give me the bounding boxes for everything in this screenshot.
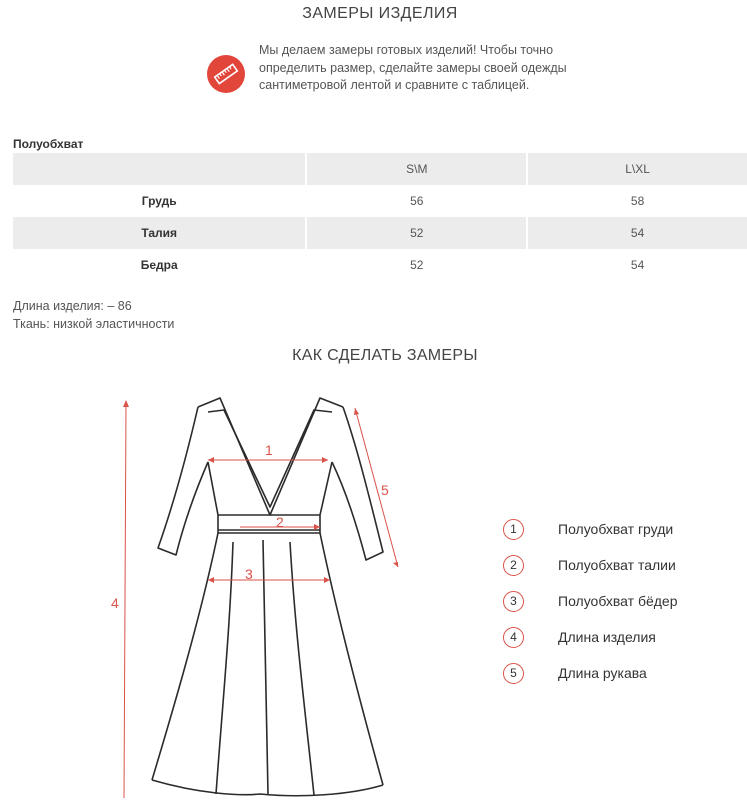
- how-to-title: КАК СДЕЛАТЬ ЗАМЕРЫ: [292, 347, 478, 364]
- legend-label: Полуобхват бёдер: [558, 593, 678, 609]
- legend-number: 4: [503, 627, 524, 648]
- table-cell: 52: [306, 249, 527, 281]
- size-table: [13, 153, 747, 281]
- legend-label: Полуобхват талии: [558, 557, 676, 573]
- intro-text: Мы делаем замеры готовых изделий! Чтобы точно определить размер, сделайте замеры своей одежды сантиметровой лентой и сравните с таблицей.: [259, 43, 567, 92]
- legend-number: 3: [503, 591, 524, 612]
- product-notes: [13, 297, 174, 333]
- table-cell: 58: [630, 194, 645, 208]
- legend-number: 5: [503, 663, 524, 684]
- table-row: [13, 249, 747, 281]
- table-header-cell: [13, 153, 306, 185]
- row-label: Бедра: [13, 249, 306, 281]
- table-row: [13, 217, 747, 249]
- dress-diagram: [100, 390, 400, 800]
- diagram-label-4: 4: [111, 595, 119, 611]
- legend-number: 2: [503, 555, 524, 576]
- legend-label: Длина рукава: [558, 665, 647, 681]
- table-header-cell: S\M: [306, 153, 527, 185]
- fabric-note: Ткань: низкой эластичности: [13, 317, 175, 331]
- row-label: Талия: [13, 217, 306, 249]
- legend-label: Длина изделия: [558, 629, 656, 645]
- table-header-cell: L\XL: [527, 153, 747, 185]
- diagram-label-1: 1: [265, 442, 273, 458]
- ruler-icon: [207, 55, 245, 93]
- table-cell: 54: [527, 217, 747, 249]
- diagram-label-3: 3: [245, 566, 253, 582]
- page-title: ЗАМЕРЫ ИЗДЕЛИЯ: [302, 5, 458, 22]
- table-caption: Полуобхват: [13, 137, 84, 151]
- table-header-row: [13, 153, 747, 185]
- table-cell: 52: [306, 217, 527, 249]
- row-label: Грудь: [13, 185, 306, 217]
- diagram-label-5: 5: [381, 482, 389, 498]
- diagram-label-2: 2: [276, 514, 284, 530]
- legend-number: 1: [503, 519, 524, 540]
- legend-label: Полуобхват груди: [558, 521, 674, 537]
- table-row: [13, 185, 747, 217]
- table-cell: 56: [306, 185, 527, 217]
- table-cell: 54: [630, 258, 645, 272]
- length-note: Длина изделия: – 86: [13, 299, 132, 313]
